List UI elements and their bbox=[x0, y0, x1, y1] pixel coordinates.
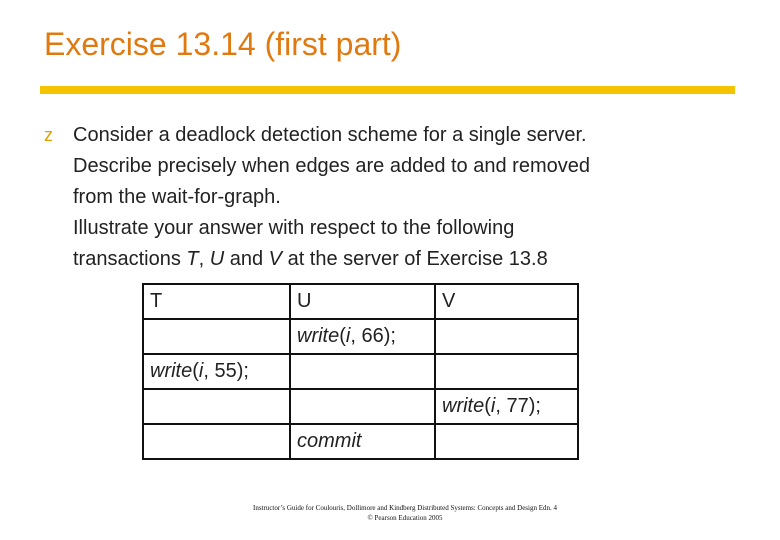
footer bbox=[0, 503, 780, 523]
bullet-block bbox=[44, 120, 744, 275]
footer-credit: Instructor’s Guide for Coulouris, Dollimore and Kindberg Distributed Systems: Concepts and Design Edn. 4 bbox=[252, 504, 557, 512]
transactions-table bbox=[142, 283, 579, 460]
paragraph-line: Consider a deadlock detection scheme for a single server. bbox=[73, 124, 587, 146]
illustrate-line: transactions T, U and V at the server of Exercise 13.8 bbox=[73, 248, 548, 270]
z-bullet-icon: z bbox=[44, 125, 53, 145]
table-cell bbox=[143, 424, 290, 459]
table-cell bbox=[435, 354, 578, 389]
table-cell bbox=[435, 319, 578, 354]
header-u: U bbox=[290, 284, 435, 319]
table-cell bbox=[143, 319, 290, 354]
table-header-row bbox=[143, 284, 578, 319]
bullet-paragraph bbox=[73, 120, 744, 275]
slide-title: Exercise 13.14 (first part) bbox=[44, 26, 402, 62]
header-v: V bbox=[435, 284, 578, 319]
illustrate-line: Illustrate your answer with respect to the following bbox=[73, 217, 515, 239]
table-cell: write(i, 66); bbox=[290, 319, 435, 354]
title-underline bbox=[40, 86, 735, 94]
table-cell bbox=[290, 389, 435, 424]
footer-copyright: © Pearson Education 2005 bbox=[367, 514, 443, 522]
table-cell bbox=[435, 424, 578, 459]
table-cell: commit bbox=[290, 424, 435, 459]
table-cell: write(i, 77); bbox=[435, 389, 578, 424]
header-t: T bbox=[143, 284, 290, 319]
table-row bbox=[143, 389, 578, 424]
table-row bbox=[143, 424, 578, 459]
paragraph-line: from the wait-for-graph. bbox=[73, 186, 281, 208]
table-row bbox=[143, 354, 578, 389]
table-cell bbox=[290, 354, 435, 389]
table-cell bbox=[143, 389, 290, 424]
table-row bbox=[143, 319, 578, 354]
table-cell: write(i, 55); bbox=[143, 354, 290, 389]
paragraph-line: Describe precisely when edges are added to and removed bbox=[73, 155, 590, 177]
